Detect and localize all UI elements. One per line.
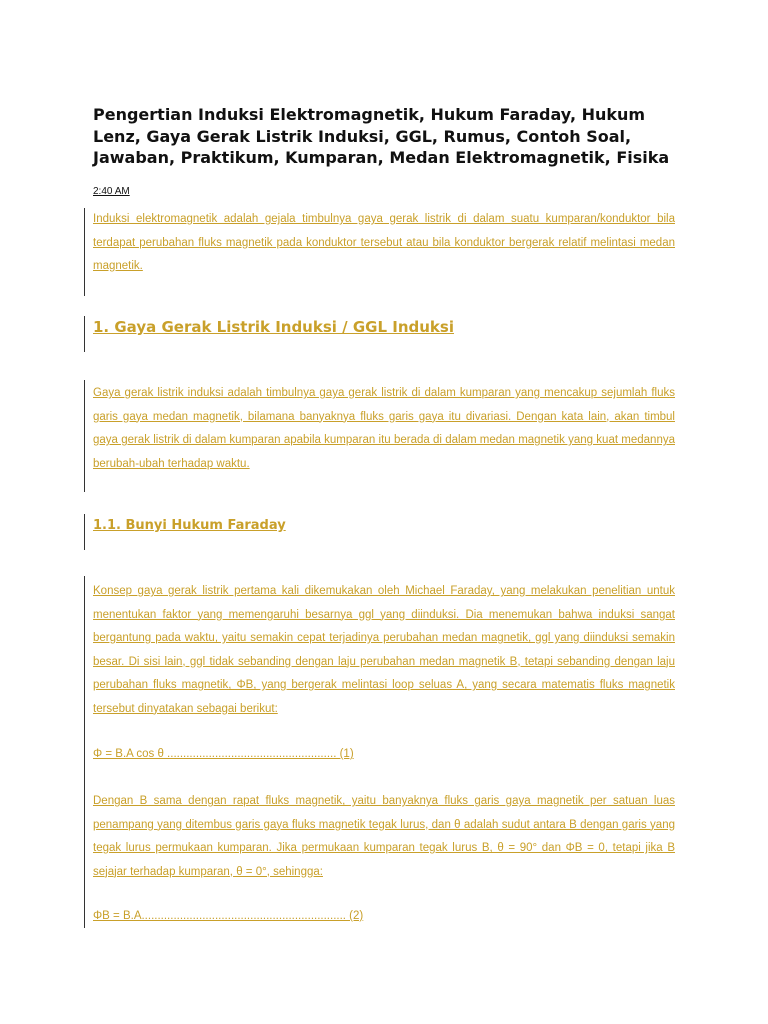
quote-bar-section11-body bbox=[84, 576, 85, 928]
page-title: Pengertian Induksi Elektromagnetik, Hukum Faraday, Hukum Lenz, Gaya Gerak Listrik Induksi, GGL, Rumus, Contoh Soal, Jawaban, Praktikum, Kumparan, Medan Elektromagnetik, Fisika bbox=[93, 105, 670, 167]
quote-bar-section1-body bbox=[84, 380, 85, 492]
section-1-paragraph[interactable]: Gaya gerak listrik induksi adalah timbulnya gaya gerak listrik di dalam kumparan yang mencakup sejumlah fluks garis gaya medan magnetik, bilamana banyaknya fluks garis gaya itu divariasi. Dengan kata lain, akan timbul gaya gerak listrik di dalam kumparan apabila kumparan itu berada di dalam medan magnetik yang kuat medannya berubah-ubah terhadap waktu. bbox=[93, 387, 675, 470]
equation-1[interactable]: Φ = B.A cos θ ..................................................... (1) bbox=[93, 748, 354, 760]
intro-paragraph[interactable]: Induksi elektromagnetik adalah gejala timbulnya gaya gerak listrik di dalam suatu kumparan/konduktor bila terdapat perubahan fluks magnetik pada konduktor tersebut atau bila konduktor bergerak relatif melintasi medan magnetik. bbox=[93, 213, 675, 272]
quote-bar-section1-heading bbox=[84, 316, 85, 352]
section-1-1-heading[interactable]: 1.1. Bunyi Hukum Faraday bbox=[93, 518, 286, 533]
section-1-heading[interactable]: 1. Gaya Gerak Listrik Induksi / GGL Induksi bbox=[93, 318, 454, 336]
quote-bar-intro bbox=[84, 208, 85, 296]
section-1-1-paragraph[interactable]: Konsep gaya gerak listrik pertama kali dikemukakan oleh Michael Faraday, yang melakukan penelitian untuk menentukan faktor yang memengaruhi besarnya ggl yang diinduksi. Dia menemukan bahwa induksi sangat bergantung pada waktu, yaitu semakin cepat terjadinya perubahan medan magnetik, ggl yang diinduksi semakin besar. Di sisi lain, ggl tidak sebanding dengan laju perubahan medan magnetik B, tetapi sebanding dengan laju perubahan fluks magnetik, ΦB, yang bergerak melintasi loop seluas A, yang secara matematis fluks magnetik tersebut dinyatakan sebagai berikut: bbox=[93, 585, 675, 715]
equation-2[interactable]: ΦB = B.A................................................................ (2) bbox=[93, 910, 364, 922]
post-timestamp[interactable]: 2:40 AM bbox=[93, 186, 130, 197]
section-1-1-paragraph-2[interactable]: Dengan B sama dengan rapat fluks magnetik, yaitu banyaknya fluks garis gaya magnetik per satuan luas penampang yang ditembus garis gaya fluks magnetik tegak lurus, dan θ adalah sudut antara B dengan garis yang tegak lurus permukaan kumparan. Jika permukaan kumparan tegak lurus B, θ = 90° dan ΦB = 0, tetapi jika B sejajar terhadap kumparan, θ = 0°, sehingga: bbox=[93, 795, 675, 878]
quote-bar-section11-heading bbox=[84, 514, 85, 550]
